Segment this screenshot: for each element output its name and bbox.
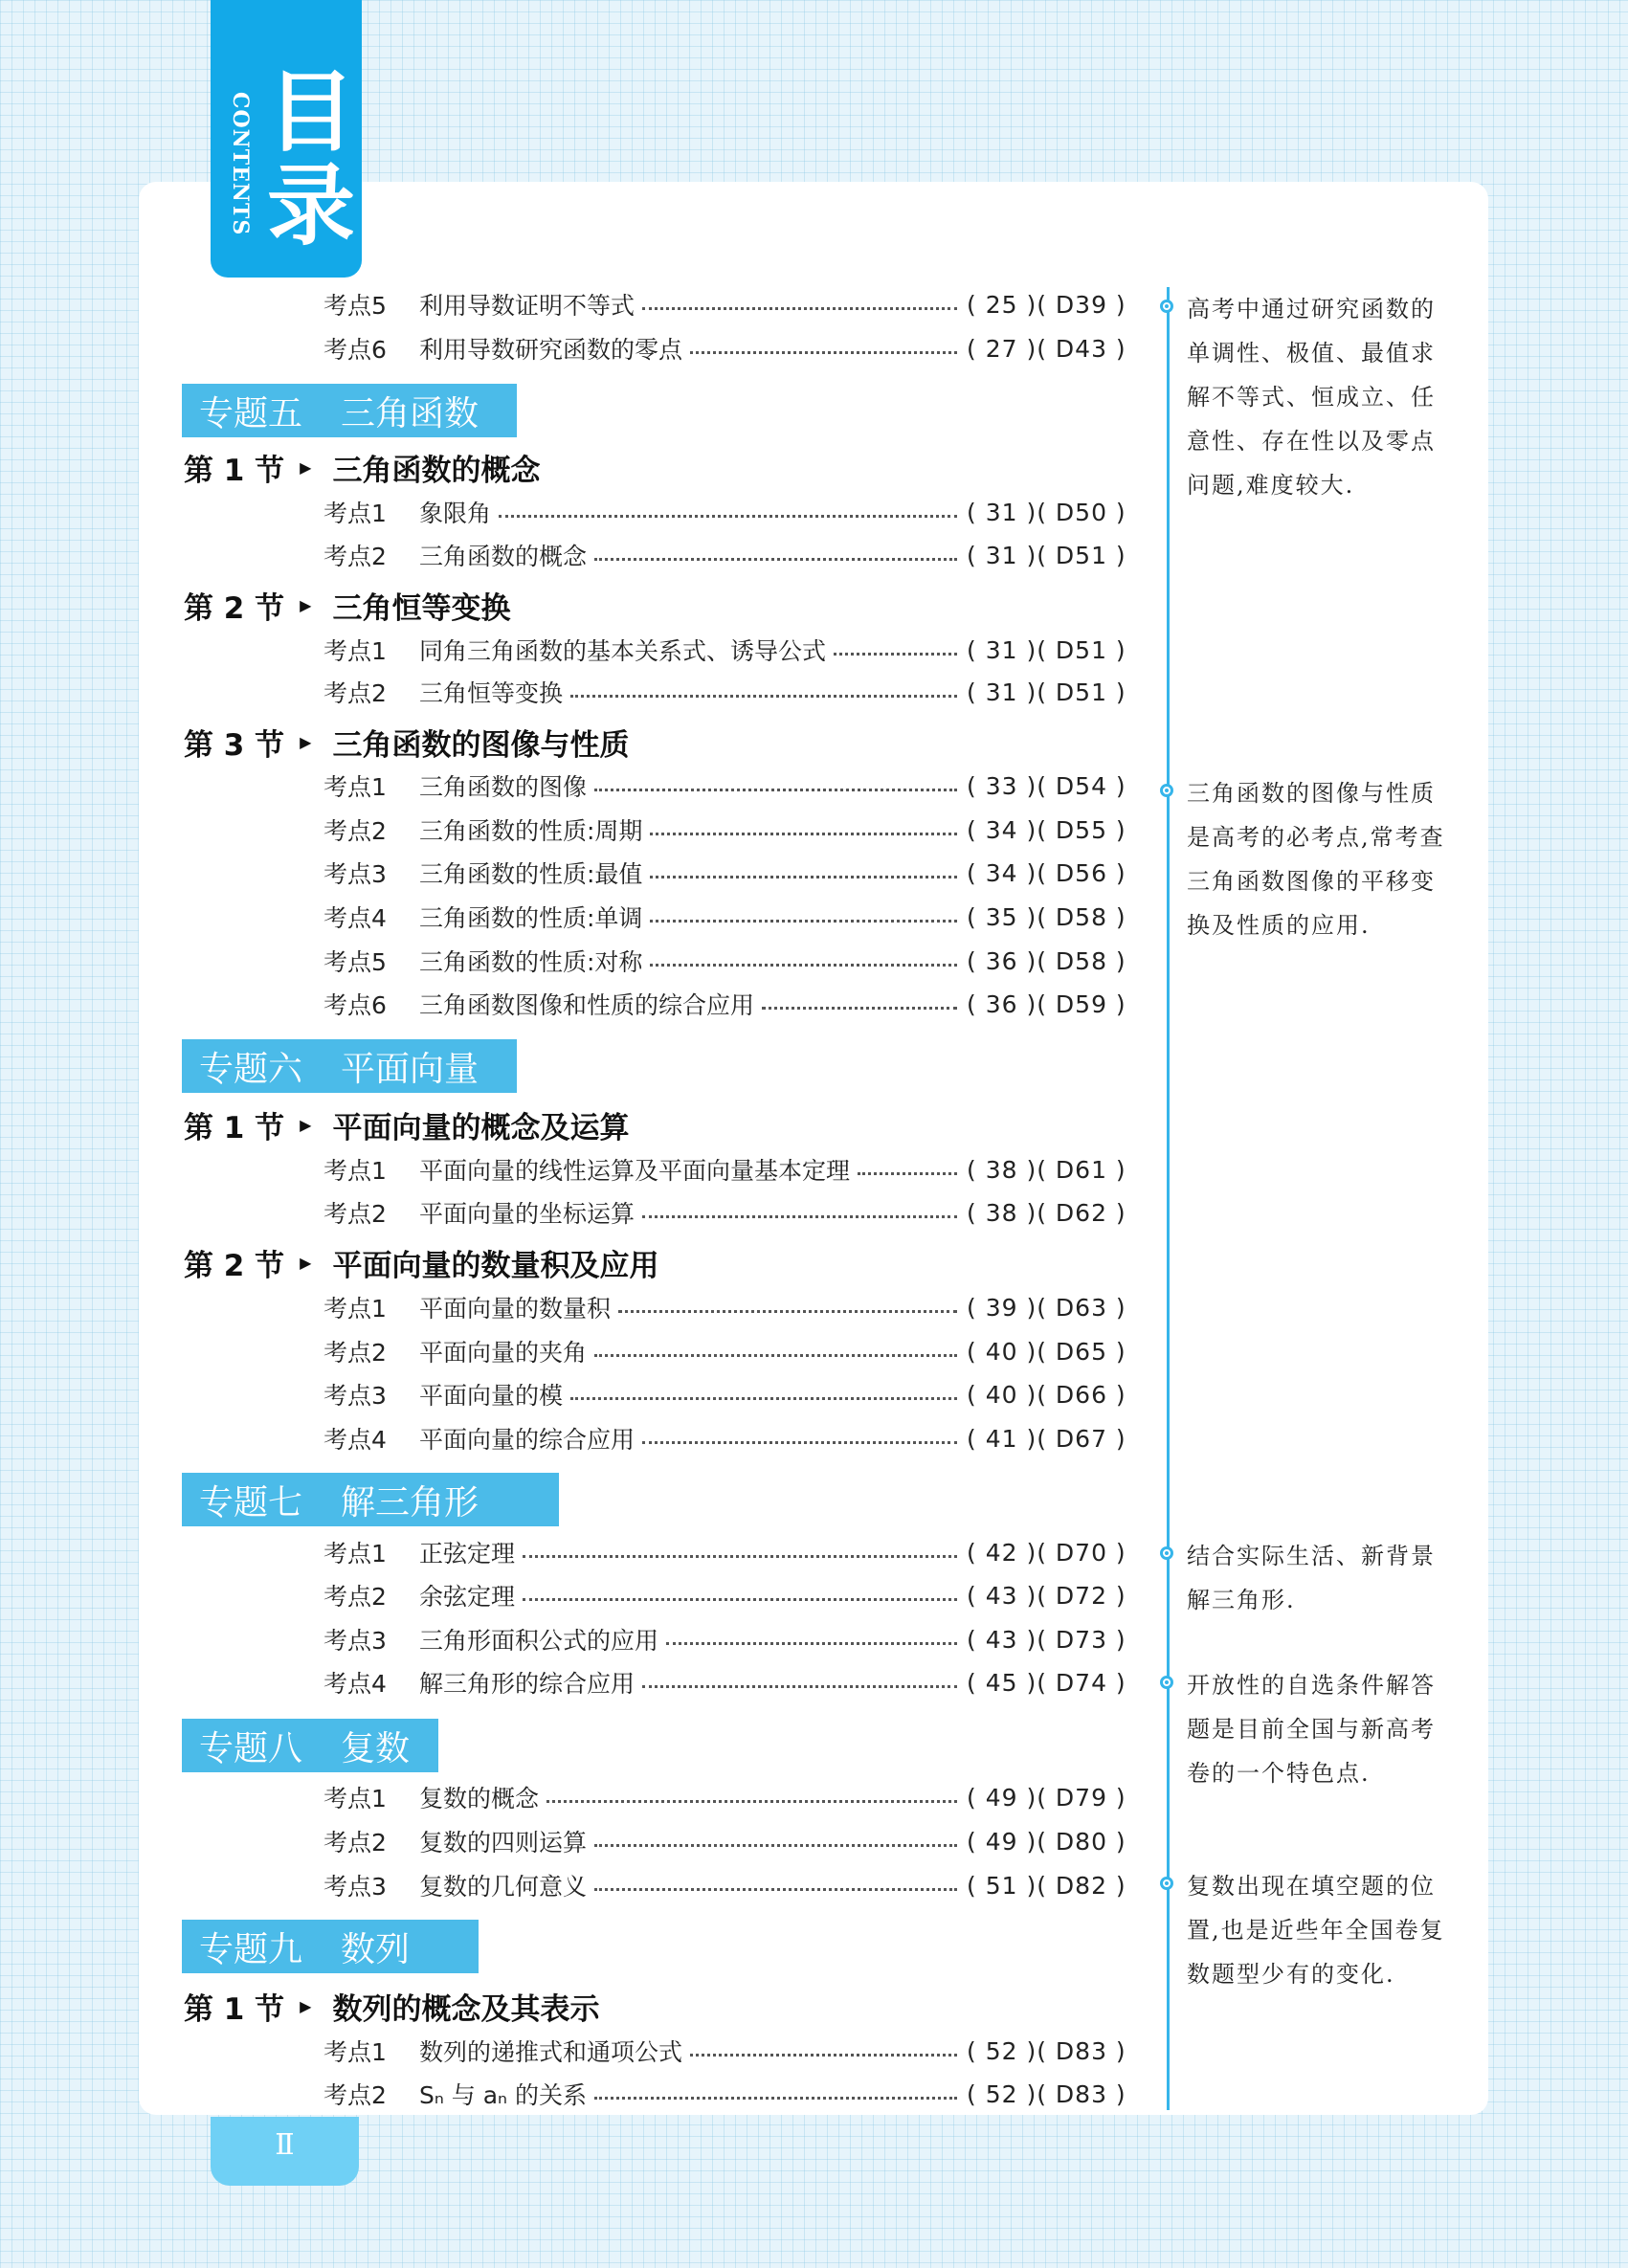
toc-item-pages: ( 36 )( D58 ) <box>967 946 1126 975</box>
toc-item-number: 考点1 <box>323 2038 387 2066</box>
toc-item[interactable] <box>323 631 1137 669</box>
toc-item-pages: ( 34 )( D55 ) <box>967 815 1126 844</box>
toc-item-pages: ( 36 )( D59 ) <box>967 989 1126 1018</box>
toc-item-number: 考点2 <box>323 679 387 707</box>
topic-title: 数列 <box>341 1929 411 1969</box>
contents-title-cn: 目录 <box>266 60 355 257</box>
toc-item-pages: ( 49 )( D79 ) <box>967 1783 1126 1812</box>
dot-leader <box>650 920 957 923</box>
toc-item[interactable] <box>323 1822 1137 1860</box>
section-title: 三角函数的图像与性质 <box>332 727 630 763</box>
section-number: 第 1 节 <box>184 453 285 488</box>
bullet-dot-icon <box>1160 300 1173 313</box>
side-note <box>1160 771 1447 947</box>
side-note-text: 复数出现在填空题的位置,也是近些年全国卷复数题型少有的变化. <box>1187 1873 1445 1988</box>
toc-item[interactable] <box>323 1332 1137 1370</box>
triangle-arrow-icon: ▶ <box>300 732 312 751</box>
dot-leader <box>594 558 957 561</box>
toc-item-number: 考点5 <box>323 948 387 976</box>
side-note <box>1160 1864 1447 1996</box>
toc-item-pages: ( 49 )( D80 ) <box>967 1827 1126 1856</box>
bullet-dot-icon <box>1160 784 1173 797</box>
section-title: 三角恒等变换 <box>332 590 511 626</box>
section-title: 平面向量的概念及运算 <box>332 1110 630 1145</box>
dot-leader <box>594 789 957 791</box>
toc-item-title: 三角形面积公式的应用 <box>419 1627 659 1655</box>
dot-leader <box>499 515 957 518</box>
toc-item-number: 考点1 <box>323 1540 387 1568</box>
toc-item-title: 平面向量的坐标运算 <box>419 1200 636 1228</box>
section-header[interactable] <box>184 583 510 627</box>
toc-item[interactable] <box>323 1375 1137 1413</box>
triangle-arrow-icon: ▶ <box>300 1253 312 1272</box>
dot-leader <box>834 653 957 656</box>
toc-item-title: 三角恒等变换 <box>419 679 564 707</box>
topic-header[interactable] <box>182 1719 438 1772</box>
section-title: 数列的概念及其表示 <box>332 1991 600 2027</box>
toc-item-number: 考点2 <box>323 1200 387 1228</box>
toc-item[interactable] <box>323 985 1137 1023</box>
toc-item-title: 利用导数研究函数的零点 <box>419 336 683 364</box>
toc-item-pages: ( 40 )( D66 ) <box>967 1380 1126 1409</box>
toc-item-number: 考点3 <box>323 860 387 888</box>
dot-leader <box>690 351 957 354</box>
dot-leader <box>858 1172 957 1175</box>
dot-leader <box>523 1598 957 1601</box>
toc-item-pages: ( 33 )( D54 ) <box>967 771 1126 800</box>
toc-item-pages: ( 45 )( D74 ) <box>967 1668 1126 1697</box>
contents-header-tab <box>211 0 362 278</box>
toc-item-pages: ( 52 )( D83 ) <box>967 2036 1126 2065</box>
section-header[interactable] <box>184 1240 658 1284</box>
toc-item-number: 考点2 <box>323 1583 387 1611</box>
toc-item-number: 考点1 <box>323 500 387 527</box>
toc-item-title: 象限角 <box>419 500 492 527</box>
toc-item-title: 复数的几何意义 <box>419 1873 588 1901</box>
toc-item-number: 考点4 <box>323 1426 387 1454</box>
toc-item-title: 解三角形的综合应用 <box>419 1670 636 1698</box>
dot-leader <box>594 2097 957 2100</box>
toc-item-title: 正弦定理 <box>419 1540 516 1568</box>
toc-item-title: 平面向量的数量积 <box>419 1295 612 1323</box>
triangle-arrow-icon: ▶ <box>300 457 312 477</box>
dot-leader <box>570 1397 957 1400</box>
bullet-dot-icon <box>1160 1546 1173 1560</box>
toc-item-pages: ( 51 )( D82 ) <box>967 1871 1126 1900</box>
section-number: 第 3 节 <box>184 727 285 763</box>
topic-number: 专题九 <box>199 1929 303 1969</box>
toc-item-number: 考点1 <box>323 637 387 665</box>
toc-item-title: 三角函数的性质:单调 <box>419 904 643 932</box>
toc-item[interactable] <box>323 285 1137 323</box>
dot-leader <box>594 1888 957 1891</box>
toc-item-number: 考点2 <box>323 2081 387 2109</box>
toc-item-number: 考点1 <box>323 1295 387 1323</box>
toc-item-title: 三角函数的性质:周期 <box>419 817 643 845</box>
dot-leader <box>618 1310 957 1313</box>
toc-item-number: 考点1 <box>323 1785 387 1812</box>
dot-leader <box>650 833 957 835</box>
section-number: 第 2 节 <box>184 1248 285 1283</box>
toc-item[interactable] <box>323 1778 1137 1816</box>
toc-item-title: 平面向量的夹角 <box>419 1339 588 1367</box>
side-note-text: 三角函数的图像与性质是高考的必考点,常考查三角函数图像的平移变换及性质的应用. <box>1187 780 1445 939</box>
section-number: 第 1 节 <box>184 1110 285 1145</box>
dot-leader <box>642 1215 957 1218</box>
topic-number: 专题七 <box>199 1482 303 1523</box>
side-note <box>1160 287 1447 507</box>
toc-item-title: 数列的递推式和通项公式 <box>419 2038 683 2066</box>
triangle-arrow-icon: ▶ <box>300 1996 312 2015</box>
toc-item-title: 同角三角函数的基本关系式、诱导公式 <box>419 637 827 665</box>
toc-item[interactable] <box>323 673 1137 711</box>
topic-header[interactable] <box>182 1920 479 1973</box>
toc-item[interactable] <box>323 767 1137 805</box>
toc-item-pages: ( 43 )( D73 ) <box>967 1625 1126 1654</box>
toc-item-title: 平面向量的线性运算及平面向量基本定理 <box>419 1157 851 1185</box>
side-note-text: 开放性的自选条件解答题是目前全国与新高考卷的一个特色点. <box>1187 1672 1436 1787</box>
side-note <box>1160 1534 1447 1622</box>
toc-item[interactable] <box>323 2032 1137 2070</box>
toc-item-pages: ( 40 )( D65 ) <box>967 1337 1126 1366</box>
toc-item-title: 三角函数的性质:对称 <box>419 948 643 976</box>
toc-item-number: 考点3 <box>323 1382 387 1410</box>
section-number: 第 2 节 <box>184 590 285 626</box>
toc-item-number: 考点4 <box>323 904 387 932</box>
dot-leader <box>523 1555 957 1558</box>
toc-item-title: 平面向量的模 <box>419 1382 564 1410</box>
toc-item-title: 三角函数的图像 <box>419 773 588 801</box>
toc-item-number: 考点5 <box>323 292 387 320</box>
toc-item[interactable] <box>323 329 1137 367</box>
dot-leader <box>642 1441 957 1444</box>
section-header[interactable] <box>184 720 629 764</box>
topic-header[interactable] <box>182 384 517 437</box>
toc-item[interactable] <box>323 536 1137 574</box>
topic-number: 专题八 <box>199 1728 303 1768</box>
page-number: Ⅱ <box>275 2128 295 2162</box>
toc-item-title: 复数的概念 <box>419 1785 540 1812</box>
toc-item-pages: ( 31 )( D51 ) <box>967 635 1126 664</box>
toc-item-number: 考点6 <box>323 991 387 1019</box>
section-title: 平面向量的数量积及应用 <box>332 1248 659 1283</box>
topic-number: 专题五 <box>199 393 303 434</box>
toc-item[interactable] <box>323 1866 1137 1904</box>
toc-item[interactable] <box>323 1193 1137 1232</box>
toc-item-title: 三角函数的概念 <box>419 543 588 570</box>
toc-item[interactable] <box>323 1150 1137 1189</box>
side-note-text: 结合实际生活、新背景解三角形. <box>1187 1543 1436 1613</box>
bullet-dot-icon <box>1160 1676 1173 1689</box>
toc-item-number: 考点1 <box>323 773 387 801</box>
section-title: 三角函数的概念 <box>332 453 541 488</box>
topic-number: 专题六 <box>199 1049 303 1089</box>
toc-item[interactable] <box>323 942 1137 980</box>
dot-leader <box>690 2054 957 2057</box>
side-note-text: 高考中通过研究函数的单调性、极值、最值求解不等式、恒成立、任意性、存在性以及零点问题,难度较大. <box>1187 296 1436 499</box>
toc-item-pages: ( 38 )( D62 ) <box>967 1198 1126 1227</box>
toc-item-title: 平面向量的综合应用 <box>419 1426 636 1454</box>
toc-item-pages: ( 38 )( D61 ) <box>967 1155 1126 1184</box>
triangle-arrow-icon: ▶ <box>300 595 312 614</box>
topic-title: 三角函数 <box>341 393 479 434</box>
toc-item[interactable] <box>323 2075 1137 2113</box>
toc-item-number: 考点2 <box>323 1829 387 1857</box>
dot-leader <box>666 1642 957 1645</box>
toc-item-pages: ( 39 )( D63 ) <box>967 1293 1126 1322</box>
toc-item-number: 考点2 <box>323 1339 387 1367</box>
toc-item-number: 考点2 <box>323 817 387 845</box>
toc-item-pages: ( 41 )( D67 ) <box>967 1424 1126 1453</box>
toc-item-number: 考点6 <box>323 336 387 364</box>
dot-leader <box>642 1685 957 1688</box>
toc-item[interactable] <box>323 811 1137 849</box>
toc-item[interactable] <box>323 493 1137 531</box>
toc-item[interactable] <box>323 898 1137 936</box>
section-header[interactable] <box>184 1984 599 2028</box>
toc-item-pages: ( 25 )( D39 ) <box>967 290 1126 319</box>
toc-item[interactable] <box>323 1288 1137 1326</box>
toc-item-title: 三角函数图像和性质的综合应用 <box>419 991 755 1019</box>
dot-leader <box>762 1007 957 1010</box>
page-number-tab <box>211 2117 359 2186</box>
toc-item-pages: ( 42 )( D70 ) <box>967 1538 1126 1567</box>
toc-item-number: 考点3 <box>323 1627 387 1655</box>
dot-leader <box>650 876 957 878</box>
dot-leader <box>650 964 957 967</box>
toc-item-pages: ( 31 )( D50 ) <box>967 498 1126 526</box>
toc-item-pages: ( 35 )( D58 ) <box>967 902 1126 931</box>
dot-leader <box>642 307 957 310</box>
toc-item[interactable] <box>323 1576 1137 1614</box>
topic-header[interactable] <box>182 1039 517 1093</box>
toc-item-pages: ( 31 )( D51 ) <box>967 541 1126 569</box>
toc-item-number: 考点2 <box>323 543 387 570</box>
toc-item[interactable] <box>323 1663 1137 1701</box>
toc-item-title: 三角函数的性质:最值 <box>419 860 643 888</box>
dot-leader <box>594 1844 957 1847</box>
contents-title-en: CONTENTS <box>228 92 253 236</box>
toc-item-title: 利用导数证明不等式 <box>419 292 636 320</box>
toc-item-title: 复数的四则运算 <box>419 1829 588 1857</box>
toc-item[interactable] <box>323 1533 1137 1571</box>
toc-item-number: 考点3 <box>323 1873 387 1901</box>
dot-leader <box>594 1354 957 1357</box>
notes-divider-line <box>1167 287 1170 2110</box>
section-header[interactable] <box>184 445 540 489</box>
topic-header[interactable] <box>182 1473 559 1526</box>
dot-leader <box>546 1800 957 1803</box>
topic-title: 平面向量 <box>341 1049 479 1089</box>
bullet-dot-icon <box>1160 1877 1173 1890</box>
toc-item-pages: ( 27 )( D43 ) <box>967 334 1126 363</box>
toc-item[interactable] <box>323 1419 1137 1457</box>
toc-item-number: 考点4 <box>323 1670 387 1698</box>
toc-item-pages: ( 52 )( D83 ) <box>967 2079 1126 2108</box>
toc-item-title: Sₙ 与 aₙ 的关系 <box>419 2081 587 2109</box>
triangle-arrow-icon: ▶ <box>300 1115 312 1134</box>
toc-item-number: 考点1 <box>323 1157 387 1185</box>
side-note <box>1160 1663 1447 1795</box>
toc-item-pages: ( 31 )( D51 ) <box>967 678 1126 706</box>
section-header[interactable] <box>184 1102 629 1146</box>
section-number: 第 1 节 <box>184 1991 285 2027</box>
toc-item-title: 余弦定理 <box>419 1583 516 1611</box>
dot-leader <box>570 695 957 698</box>
toc-item-pages: ( 43 )( D72 ) <box>967 1581 1126 1610</box>
topic-title: 解三角形 <box>341 1482 479 1523</box>
topic-title: 复数 <box>341 1728 411 1768</box>
toc-item[interactable] <box>323 854 1137 892</box>
toc-item-pages: ( 34 )( D56 ) <box>967 858 1126 887</box>
toc-item[interactable] <box>323 1620 1137 1658</box>
